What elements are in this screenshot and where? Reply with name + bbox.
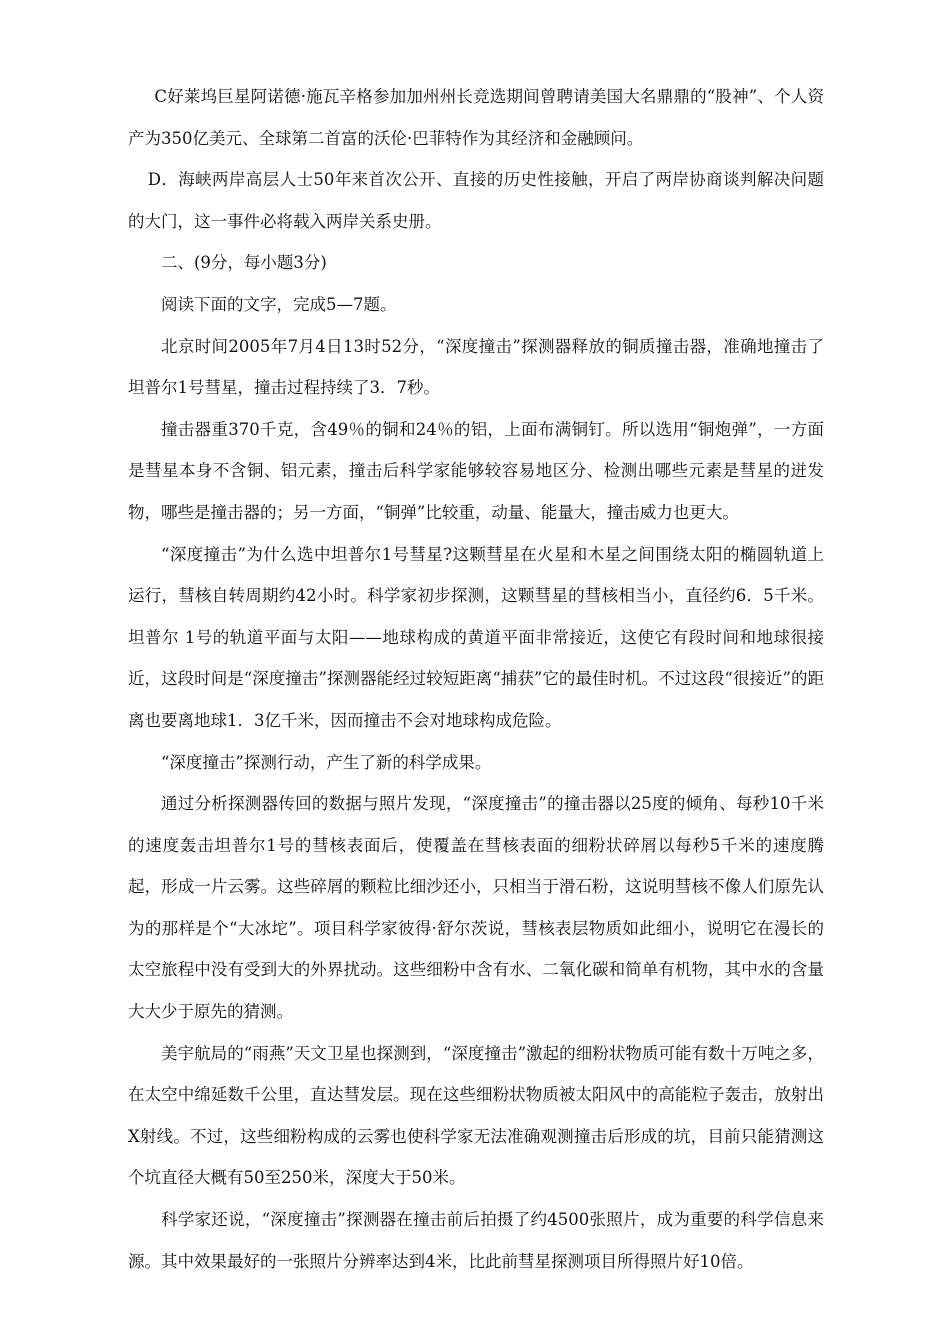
section-heading: 二、(9分，每小题3分) <box>161 253 327 273</box>
passage-paragraph-1: 北京时间2005年7月4日13时52分，“深度撞击”探测器释放的铜质撞击器，准确地撞击了坦普尔1号彗星，撞击过程持续了3．7秒。 <box>128 336 824 398</box>
passage-paragraph-6: 美宇航局的“雨燕”天文卫星也探测到，“深度撞击”激起的细粉状物质可能有数十万吨之多，在太空中绵延数千公里，直达彗发层。现在这些细粉状物质被太阳风中的高能粒子轰击，放射出X射线。不过，这些细粉构成的云雾也使科学家无法准确观测撞击后形成的坑，目前只能猜测这个坑直径大概有50至250米，深度大于50米。 <box>128 1043 824 1188</box>
reading-instruction: 阅读下面的文字，完成5—7题。 <box>161 294 397 314</box>
passage-paragraph-7: 科学家还说，“深度撞击”探测器在撞击前后拍摄了约4500张照片，成为重要的科学信息来源。其中效果最好的一张照片分辨率达到4米，比此前彗星探测项目所得照片好10倍。 <box>128 1210 824 1271</box>
answer-option-d: D．海峡两岸高层人士50年来首次公开、直接的历史性接触，开启了两岸协商谈判解决问题的大门，这一事件必将载入两岸关系史册。 <box>128 170 824 231</box>
answer-option-c: C好莱坞巨星阿诺德·施瓦辛格参加加州州长竞选期间曾聘请美国大名鼎鼎的“股神”、个人资产为350亿美元、全球第二首富的沃伦·巴菲特作为其经济和金融顾问。 <box>128 87 824 148</box>
passage-paragraph-2: 撞击器重370千克，含49％的铜和24％的铝，上面布满铜钉。所以选用“铜炮弹”，一方面是彗星本身不含铜、铝元素，撞击后科学家能够较容易地区分、检测出哪些元素是彗星的迸发物，哪些是撞击器的；另一方面，“铜弹”比较重，动量、能量大，撞击威力也更大。 <box>128 419 824 522</box>
passage-paragraph-5: 通过分析探测器传回的数据与照片发现，“深度撞击”的撞击器以25度的倾角、每秒10千米的速度轰击坦普尔1号的彗核表面后，使覆盖在彗核表面的细粉状碎屑以每秒5千米的速度腾起，形成一片云雾。这些碎屑的颗粒比细沙还小，只相当于滑石粉，这说明彗核不像人们原先认为的那样是个“大冰坨”。项目科学家彼得·舒尔茨说，彗核表层物质如此细小，说明它在漫长的太空旅程中没有受到大的外界扰动。这些细粉中含有水、二氧化碳和简单有机物，其中水的含量大大少于原先的猜测。 <box>128 794 824 1022</box>
passage-paragraph-4: “深度撞击”探测行动，产生了新的科学成果。 <box>161 752 492 772</box>
passage-paragraph-3: “深度撞击”为什么选中坦普尔1号彗星?这颗彗星在火星和木星之间围绕太阳的椭圆轨道上运行，彗核自转周期约42小时。科学家初步探测，这颗彗星的彗核相当小，直径约6．5千米。坦普尔 1号的轨道平面与太阳——地球构成的黄道平面非常接近，这使它有段时间和地球很接近，这段时间是“深度撞击”探测器能经过较短距离“捕获”它的最佳时机。不过这段“很接近”的距离也要离地球1．3亿千米，因而撞击不会对地球构成危险。 <box>128 544 824 730</box>
